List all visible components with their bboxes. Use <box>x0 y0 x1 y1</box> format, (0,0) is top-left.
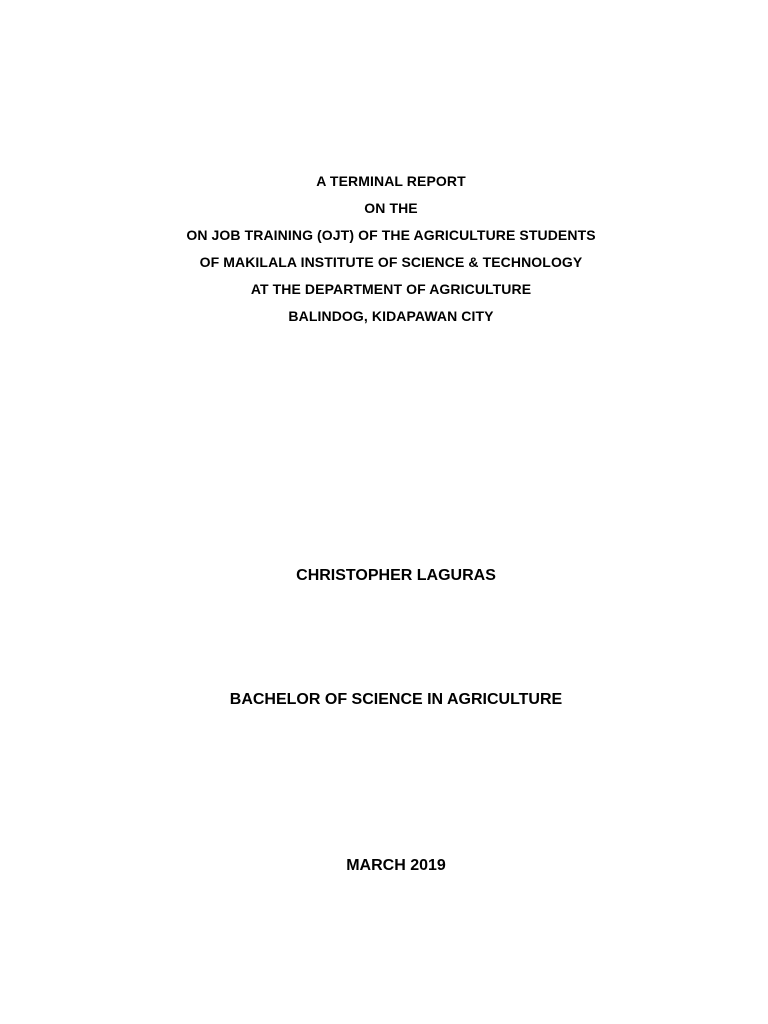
title-line: A TERMINAL REPORT <box>316 173 466 189</box>
report-date: MARCH 2019 <box>346 857 446 874</box>
title-line: ON JOB TRAINING (OJT) OF THE AGRICULTURE STUDENTS <box>186 227 596 243</box>
author-name: CHRISTOPHER LAGURAS <box>296 567 496 584</box>
report-title <box>0 168 768 330</box>
degree-program: BACHELOR OF SCIENCE IN AGRICULTURE <box>229 691 563 708</box>
title-line: ON THE <box>364 200 418 216</box>
title-line: AT THE DEPARTMENT OF AGRICULTURE <box>250 281 532 297</box>
title-line: OF MAKILALA INSTITUTE OF SCIENCE & TECHNOLOGY <box>199 254 583 270</box>
title-line: BALINDOG, KIDAPAWAN CITY <box>288 308 494 324</box>
